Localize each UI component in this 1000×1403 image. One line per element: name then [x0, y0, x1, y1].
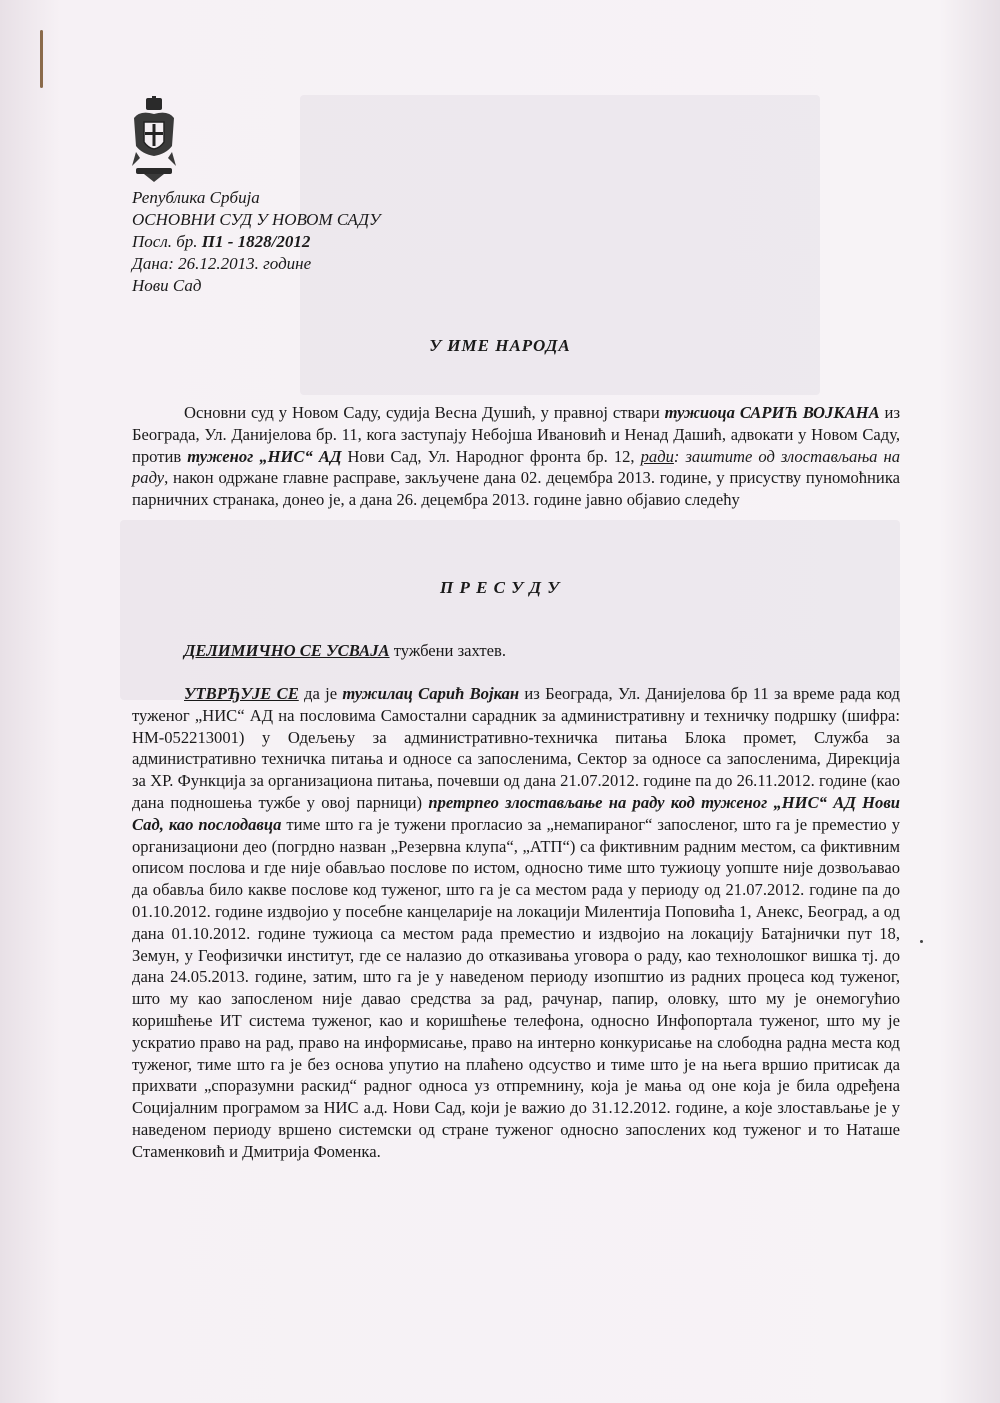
plaintiff-ref: тужилац Сарић Војкан [342, 684, 520, 703]
defendant-name: туженог „НИС“ АД [187, 446, 342, 466]
case-number-line [132, 231, 532, 253]
case-number-prefix: Посл. бр. [132, 232, 202, 251]
document-city: Нови Сад [132, 276, 202, 295]
partial-approval-label: ДЕЛИМИЧНО СЕ УСВАЈА [184, 641, 390, 660]
main-finding-paragraph: УТВРЂУЈЕ СЕ да је тужилац Сарић Војкан из Београда, Ул. Данијелова бр 11 за време рада код туженог „НИС“ АД на пословима Самостални сарадник за административну и техничку подршку (шифра: НМ-052213001) у Одељењу за административно-техничка питања Блока промет, Служба за административно техничка питања и односе са запосленима, Сектор за односе са запосленима, Дирекција за ХР. Функција за организациона питања, почевши од дана 21.07.2012. године па до 26.11.2012. године (као дана подношења тужбе у овој парници) претрпео злостављање на раду код туженог „НИС“ АД Нови Сад, као послодавца тиме што га је тужени прогласио за „немапираног“ запосленог, што га је преместио у организациони део (погрдно назван „Резервна клупа“, „АТП“) са фиктивним радним местом, са фиктивним описом послова и где није обављао послове по истом, односно тиме што тужиоцу уопште није дозвољавао да обавља било какве послове код туженог, што га је са местом рада у периоду од 21.07.2012. године па до 01.10.2012. године издвојио у посебне канцеларије на локацији Милентија Поповића 1, Анекс, Београд, а од дана 01.10.2012. године тужиоца са местом рада преместио и издвојио на локацију Батајнички пут 18, Земун, у Геофизички институт, где се налазио до отказивања уговора о раду, као технолошког вишка тј. до дана 24.05.2013. године, затим, што га је у наведеном периоду изопштио из радних процеса код туженог, што му као запосленом није давао средства за рад, рачунар, папир, оловку, што му је онемогућио коришћење ИТ система туженог, као и коришћење телефона, односно Инфопортала туженог, што му је ускратио право на рад, право на информисање, право на интерно конкурисање на слободна радна места код туженог, тиме што га је без основа упутио на плаћено одсуство и тиме што је на њега вршио притисак да прихвати „споразумни раскид“ радног односа уз отпремнину, која је мања од оне која је била одређена Социјалним програмом за НИС а.д. Нови Сад, који је важио до 31.12.2012. године, а које злостављање је у наведеном периоду вршено системски од стране туженог односно запослених код туженог и то Наташе Стаменковић и Дмитрија Фоменка. [132, 684, 901, 1161]
binder-mark [40, 30, 43, 88]
coat-of-arms-icon [130, 96, 178, 182]
ink-speck [920, 940, 923, 943]
case-number: П1 - 1828/2012 [201, 232, 311, 251]
subject-label: ради [640, 446, 674, 466]
plaintiff-name: тужиоца САРИЋ ВОЈКАНА [664, 403, 880, 422]
intro-paragraph: Основни суд у Новом Саду, судија Весна Душић, у правној ствари тужиоца САРИЋ ВОЈКАНА из Београда, Ул. Данијелова бр. 11, кога заступају Небојша Ивановић и Ненад Дашић, адвокати у Новом Саду, против туженог „НИС“ АД Нови Сад, Ул. Народног фронта бр. 12, ради: заштите од злостављања на раду, након одржане главне расправе, закључене дана 02. децембра 2013. године, у присуству пуномоћника парничних странака, донео је, а дана 26. децембра 2013. године јавно објавио следећу [132, 403, 901, 510]
document-date: Дана: 26.12.2013. године [132, 254, 312, 273]
republic-label: Република Србија [132, 188, 260, 207]
verdict-title: П Р Е С У Д У [439, 578, 561, 597]
court-name: ОСНОВНИ СУД У НОВОМ САДУ [132, 210, 381, 229]
show-through [120, 520, 900, 700]
court-header [132, 187, 532, 297]
subject-text: : заштите од злостављања на раду [132, 446, 901, 488]
finding-label: УТВРЂУЈЕ СЕ [184, 684, 299, 703]
in-the-name-of-people-title: У ИМЕ НАРОДА [429, 336, 571, 355]
harassment-statement: претрпео злостављање на раду код туженог „НИС“ АД Нови Сад, као послодавца [132, 792, 901, 834]
partial-approval-line: ДЕЛИМИЧНО СЕ УСВАЈА тужбени захтев. [184, 641, 506, 660]
